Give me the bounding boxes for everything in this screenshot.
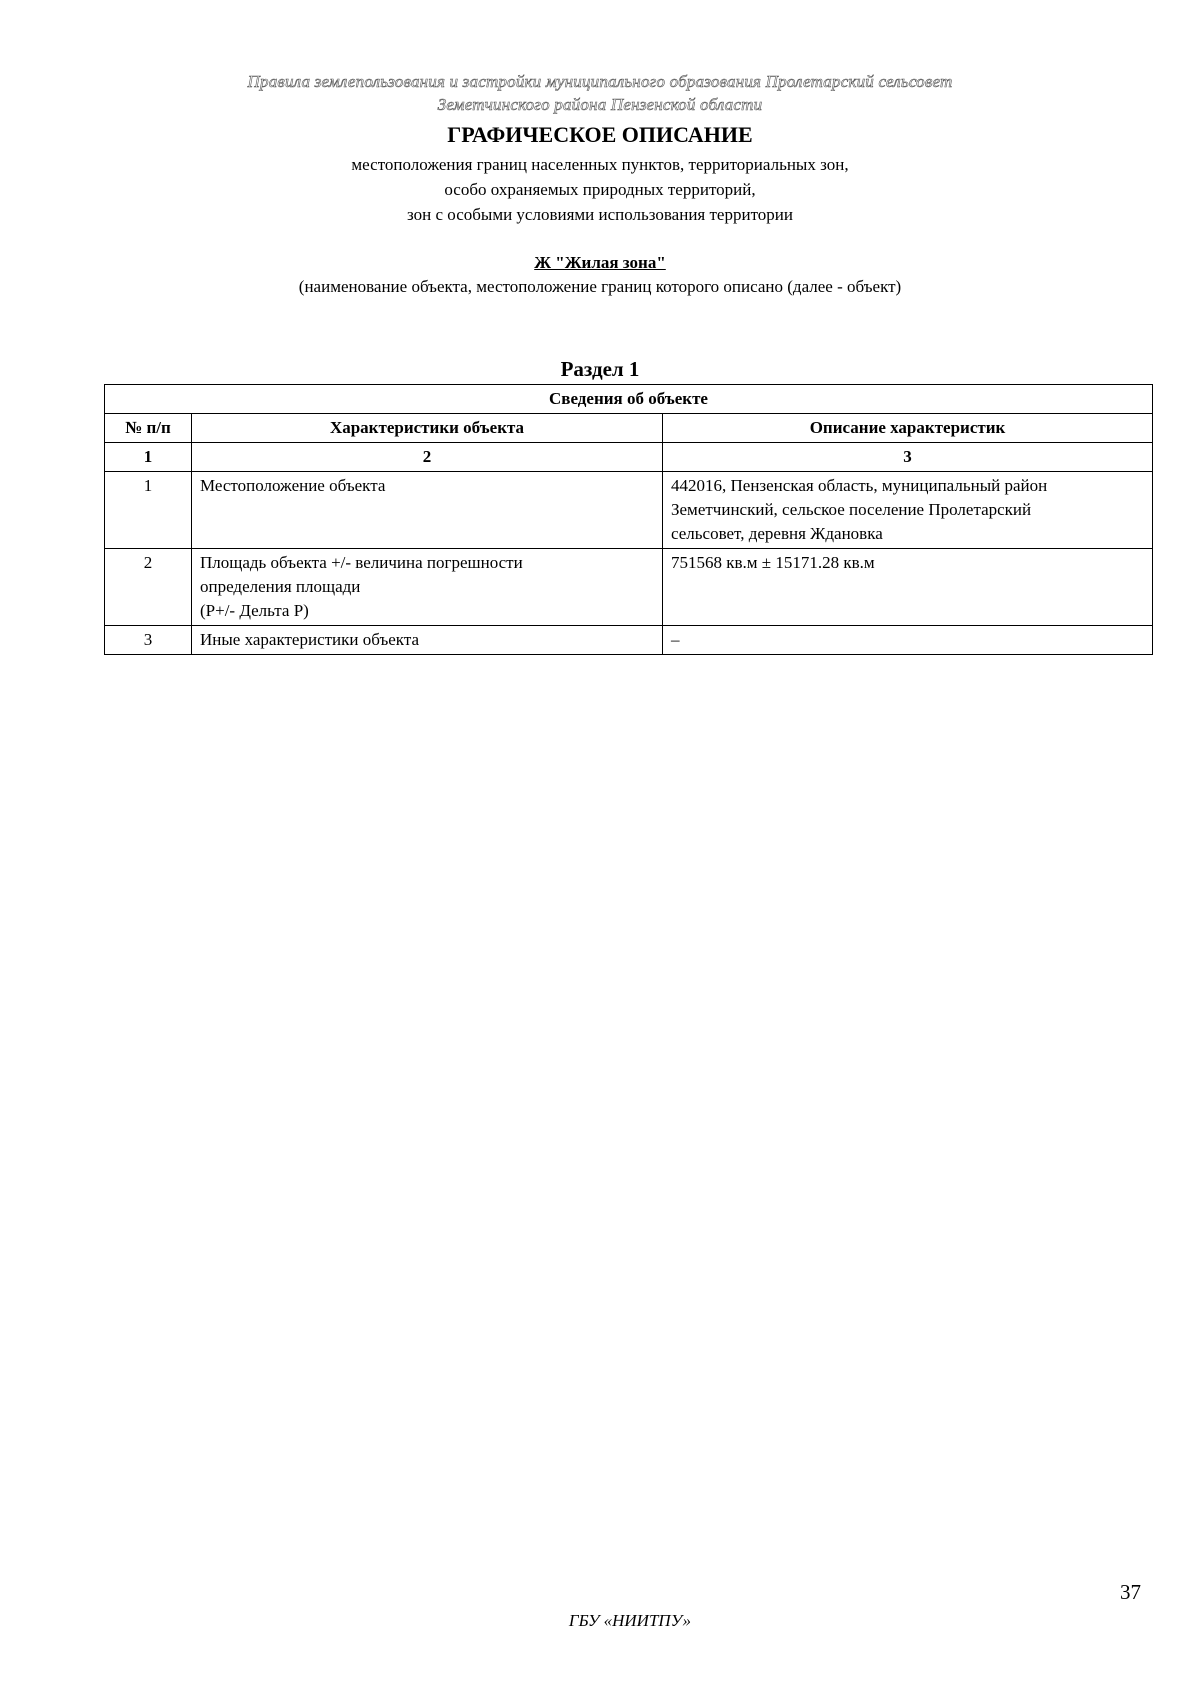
- row-number: 1: [105, 472, 192, 549]
- column-number-1: 1: [105, 443, 192, 472]
- column-number-row: [105, 443, 1153, 472]
- row-description: [663, 549, 1153, 626]
- row-number: 3: [105, 626, 192, 655]
- subtitle-line-2: особо охраняемых природных территорий,: [444, 180, 756, 199]
- object-caption: (наименование объекта, местоположение границ которого описано (далее - объект): [298, 277, 902, 296]
- row-characteristic: [192, 549, 663, 626]
- running-header-line-1: Правила землепользования и застройки муниципального образования Пролетарский сельсовет: [247, 72, 953, 91]
- section-title: Раздел 1: [560, 357, 640, 381]
- row-description: [663, 472, 1153, 549]
- subtitle-line-1: местоположения границ населенных пунктов, территориальных зон,: [351, 155, 849, 174]
- row-description-line: Земетчинский, сельское поселение Пролетарский: [671, 500, 1032, 519]
- column-number-2: 2: [192, 443, 663, 472]
- row-characteristic-line: (P+/- Дельта P): [200, 601, 309, 620]
- footer-organization: ГБУ «НИИТПУ»: [568, 1611, 692, 1630]
- row-characteristic-line: Площадь объекта +/- величина погрешности: [200, 553, 523, 572]
- row-characteristic-line: Иные характеристики объекта: [200, 630, 420, 649]
- table-caption-row: [105, 385, 1153, 414]
- row-characteristic: [192, 472, 663, 549]
- table-row: [105, 472, 1153, 549]
- table-row: [105, 549, 1153, 626]
- row-description-line: сельсовет, деревня Ждановка: [671, 524, 883, 543]
- column-header-number: № п/п: [105, 414, 192, 443]
- object-info-table: [104, 384, 1153, 655]
- table-row: [105, 626, 1153, 655]
- document-title: ГРАФИЧЕСКОЕ ОПИСАНИЕ: [447, 122, 753, 147]
- row-characteristic-line: определения площади: [200, 577, 361, 596]
- row-characteristic: [192, 626, 663, 655]
- running-header-line-2: Земетчинского района Пензенской области: [437, 95, 763, 114]
- row-characteristic-line: Местоположение объекта: [200, 476, 386, 495]
- page-number: 37: [1120, 1580, 1141, 1604]
- column-header-characteristic: Характеристики объекта: [192, 414, 663, 443]
- column-header-description: Описание характеристик: [663, 414, 1153, 443]
- row-description: [663, 626, 1153, 655]
- document-subtitle: [0, 152, 1200, 227]
- table-caption: Сведения об объекте: [105, 385, 1153, 414]
- column-number-3: 3: [663, 443, 1153, 472]
- object-name: Ж "Жилая зона": [534, 253, 666, 272]
- subtitle-line-3: зон с особыми условиями использования территории: [407, 205, 793, 224]
- row-number: 2: [105, 549, 192, 626]
- table-header-row: [105, 414, 1153, 443]
- row-description-line: 751568 кв.м ± 15171.28 кв.м: [671, 553, 875, 572]
- row-description-line: –: [671, 630, 680, 649]
- running-header: [0, 70, 1200, 116]
- row-description-line: 442016, Пензенская область, муниципальный район: [671, 476, 1048, 495]
